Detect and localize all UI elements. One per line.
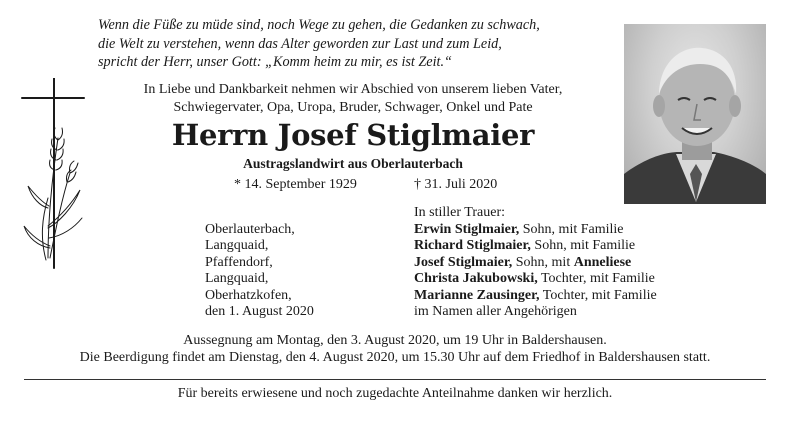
mourner-name: Erwin Stiglmaier, (414, 221, 520, 237)
mourner-relation: Tochter, mit Familie (539, 287, 657, 303)
mourner-relation: Sohn, mit (512, 254, 574, 270)
funeral-info (0, 332, 790, 366)
mourner-entry (414, 255, 657, 271)
mourner-name: Marianne Zausinger, (414, 287, 540, 303)
funeral-line: Aussegnung am Montag, den 3. August 2020, um 19 Uhr in Baldershausen. (183, 333, 607, 348)
mourner-entry (414, 238, 657, 254)
deceased-occupation: Austragslandwirt aus Oberlauterbach (243, 156, 463, 171)
mourner-entry (414, 288, 657, 304)
poem-line: die Welt zu verstehen, wenn das Alter geworden zur Last und zum Leid, (98, 35, 502, 52)
intro-line: Schwiegervater, Opa, Uropa, Bruder, Schwager, Onkel und Pate (173, 100, 533, 115)
funeral-line: Die Beerdigung findet am Dienstag, den 4. August 2020, um 15.30 Uhr auf dem Friedhof in Baldershausen statt. (79, 350, 711, 365)
places-list (205, 222, 314, 320)
place-item: Langquaid, (205, 271, 269, 287)
mourner-entry (414, 222, 657, 238)
birth-date: * 14. September 1929 (234, 177, 357, 192)
place-item: Pfaffendorf, (205, 254, 273, 270)
mourner-spouse: Anneliese (573, 254, 632, 270)
place-item: Langquaid, (205, 238, 269, 254)
place-item: den 1. August 2020 (205, 304, 314, 320)
cross-with-wheat-icon (18, 78, 98, 278)
portrait-photo (624, 24, 766, 204)
mourner-relation: Sohn, mit Familie (530, 238, 636, 254)
divider (24, 379, 766, 380)
intro-text (98, 81, 608, 117)
mourner-relation: Tochter, mit Familie (537, 271, 655, 287)
poem-line: Wenn die Füße zu müde sind, noch Wege zu gehen, die Gedanken zu schwach, (98, 17, 540, 33)
poem (98, 16, 608, 72)
place-item: Oberlauterbach, (205, 222, 295, 237)
place-item: Oberhatzkofen, (205, 287, 292, 303)
mourner-name: Josef Stiglmaier, (414, 254, 513, 270)
mourner-name: Christa Jakubowski, (414, 271, 538, 287)
mourning-footer: im Namen aller Angehörigen (414, 303, 577, 319)
deceased-name: Herrn Josef Stiglmaier (171, 118, 535, 152)
mourner-entry (414, 271, 657, 287)
intro-line: In Liebe und Dankbarkeit nehmen wir Abschied von unserem lieben Vater, (143, 82, 563, 97)
mourners-list (414, 205, 657, 320)
mourner-relation: Sohn, mit Familie (519, 221, 624, 237)
poem-line: spricht der Herr, unser Gott: „Komm heim zu mir, es ist Zeit.“ (98, 54, 452, 70)
thanks-text: Für bereits erwiesene und noch zugedachte Anteilnahme danken wir herzlich. (177, 386, 613, 401)
death-date: † 31. Juli 2020 (414, 177, 498, 192)
mourning-heading: In stiller Trauer: (414, 205, 505, 220)
mourner-name: Richard Stiglmaier, (414, 238, 531, 254)
